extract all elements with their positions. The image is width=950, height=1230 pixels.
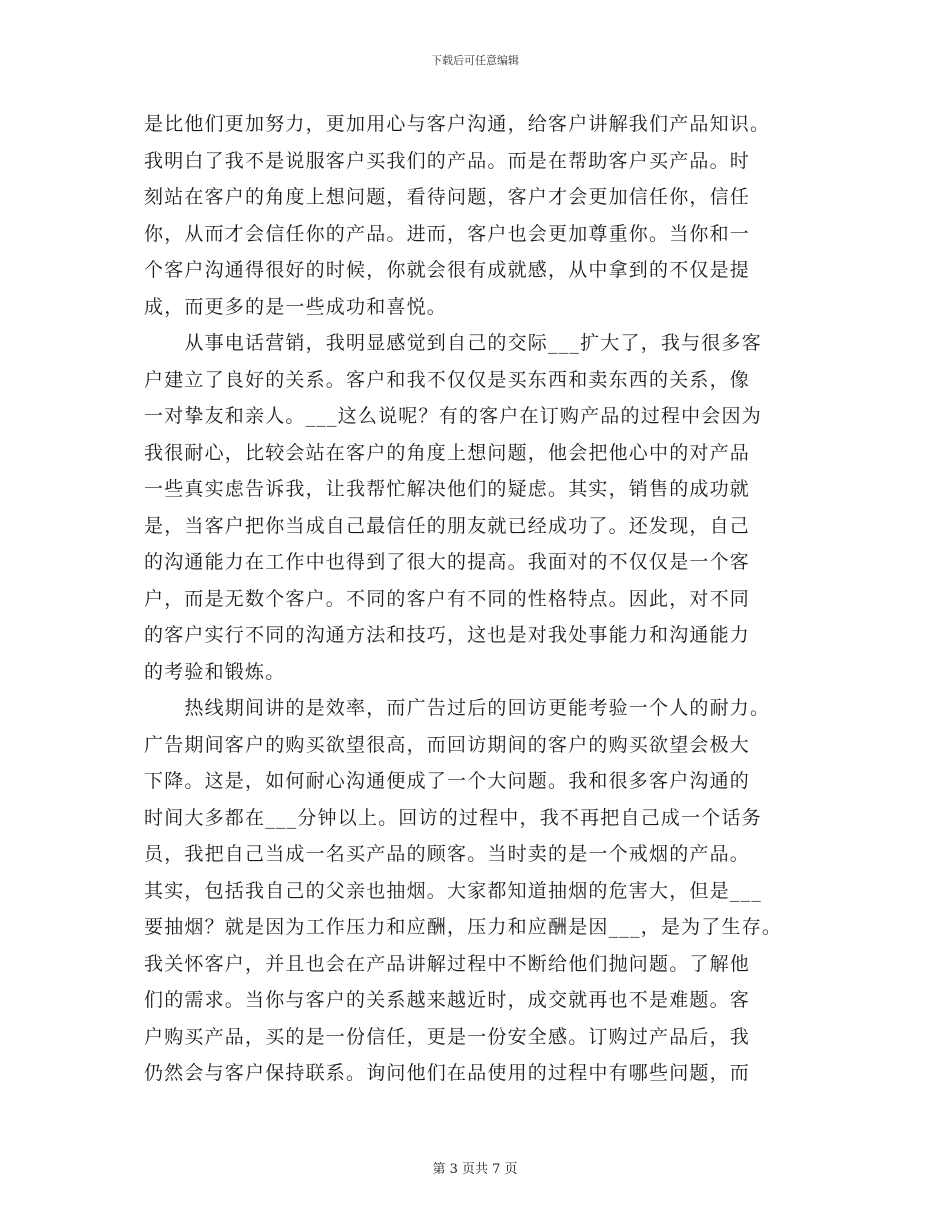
text-line: 的考验和锻炼。 (144, 660, 286, 683)
text-line: 的沟通能力在工作中也得到了很大的提高。我面对的不仅仅是一个客 (144, 551, 751, 573)
text-line: 广告期间客户的购买欲望很高，而回访期间的客户的购买欲望会极大 (144, 733, 751, 756)
text-line: 是，当客户把你当成自己最信任的朋友就已经成功了。还发现，自己 (144, 514, 751, 537)
text-line: 我明白了我不是说服客户买我们的产品。而是在帮助客户买产品。时 (144, 149, 751, 172)
text-line: 仍然会与客户保持联系。询问他们在品使用的过程中有哪些问题，而 (144, 1062, 751, 1084)
text-line: 户购买产品，买的是一份信任，更是一份安全感。订购过产品后，我 (144, 1025, 751, 1048)
document-body (144, 106, 844, 1092)
text-line: 要抽烟？就是因为工作压力和应酬，压力和应酬是因___，是为了生存。 (144, 916, 783, 938)
text-line: 我很耐心，比较会站在客户的角度上想问题，他会把他心中的对产品 (144, 441, 751, 464)
text-line: 你，从而才会信任你的产品。进而，客户也会更加尊重你。当你和一 (144, 222, 751, 245)
text-line: 是比他们更加努力，更加用心与客户沟通，给客户讲解我们产品知识。 (144, 113, 771, 135)
text-line: 成，而更多的是一些成功和喜悦。 (144, 295, 448, 318)
text-line: 我关怀客户，并且也会在产品讲解过程中不断给他们抛问题。了解他 (144, 952, 751, 975)
text-line: 其实，包括我自己的父亲也抽烟。大家都知道抽烟的危害大，但是___ (144, 879, 762, 902)
text-line: 热线期间讲的是效率，而广告过后的回访更能考验一个人的耐力。 (144, 697, 771, 719)
text-line: 时间大多都在___分钟以上。回访的过程中，我不再把自己成一个话务 (144, 806, 762, 829)
text-line: 个客户沟通得很好的时候，你就会很有成就感，从中拿到的不仅是提 (144, 259, 751, 281)
text-line: 户建立了良好的关系。客户和我不仅仅是买东西和卖东西的关系，像 (144, 368, 751, 391)
text-line: 的客户实行不同的沟通方法和技巧，这也是对我处事能力和沟通能力 (144, 624, 751, 646)
text-line: 一对挚友和亲人。___这么说呢？有的客户在订购产品的过程中会因为 (144, 405, 762, 427)
text-line: 户，而是无数个客户。不同的客户有不同的性格特点。因此，对不同 (144, 587, 751, 610)
page-header: 下载后可任意编辑 (431, 54, 519, 67)
text-line: 员，我把自己当成一名买产品的顾客。当时卖的是一个戒烟的产品。 (144, 843, 751, 865)
text-line: 刻站在客户的角度上想问题，看待问题，客户才会更加信任你，信任 (144, 186, 751, 208)
text-line: 下降。这是，如何耐心沟通便成了一个大问题。我和很多客户沟通的 (144, 770, 751, 792)
text-line: 从事电话营销，我明显感觉到自己的交际___扩大了，我与很多客 (144, 332, 762, 354)
page-number: 第 3 页共 7 页 (432, 1162, 518, 1177)
text-line: 们的需求。当你与客户的关系越来越近时，成交就再也不是难题。客 (144, 989, 751, 1011)
text-line: 一些真实虑告诉我，让我帮忙解决他们的疑虑。其实，销售的成功就 (144, 478, 751, 500)
